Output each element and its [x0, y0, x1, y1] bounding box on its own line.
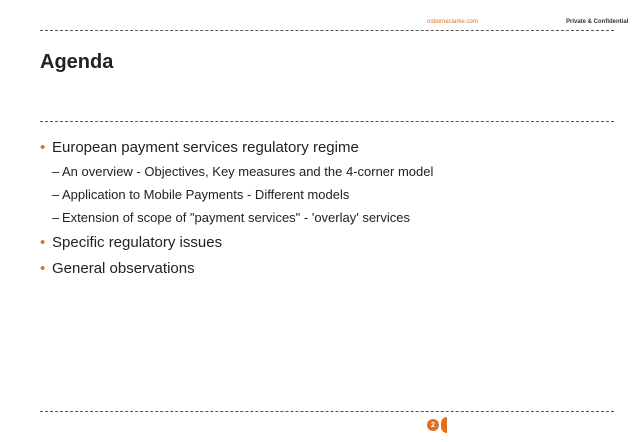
agenda-subitem-label: An overview - Objectives, Key measures and the 4-corner model [62, 164, 434, 179]
agenda-subitem-label: Extension of scope of "payment services" - 'overlay' services [62, 210, 411, 225]
bullet-icon: • [40, 260, 46, 277]
agenda-item [40, 138, 600, 226]
agenda-subitems [40, 164, 600, 226]
agenda-item-label: General observations [52, 260, 195, 277]
dash-icon: – [52, 164, 60, 179]
agenda-subitem [52, 210, 600, 226]
bullet-icon: • [40, 139, 46, 156]
agenda-subitem [52, 164, 600, 180]
agenda-item [40, 233, 600, 253]
logo-mark-icon [441, 417, 447, 433]
agenda-list [40, 138, 600, 285]
footer-divider [40, 411, 614, 412]
agenda-subitem [52, 187, 600, 203]
title-divider [40, 121, 614, 122]
agenda-item-label: European payment services regulatory regime [52, 139, 359, 156]
confidential-label: Private & Confidential [566, 19, 629, 25]
agenda-item [40, 259, 600, 279]
page-number-badge: 2 [427, 419, 439, 431]
dash-icon: – [52, 210, 60, 225]
site-url: osborneclarke.com [427, 19, 478, 25]
agenda-item-label: Specific regulatory issues [52, 234, 223, 251]
dash-icon: – [52, 187, 60, 202]
slide-title: Agenda [40, 51, 114, 73]
top-divider [40, 30, 614, 31]
bullet-icon: • [40, 234, 46, 251]
agenda-subitem-label: Application to Mobile Payments - Different models [62, 187, 350, 202]
